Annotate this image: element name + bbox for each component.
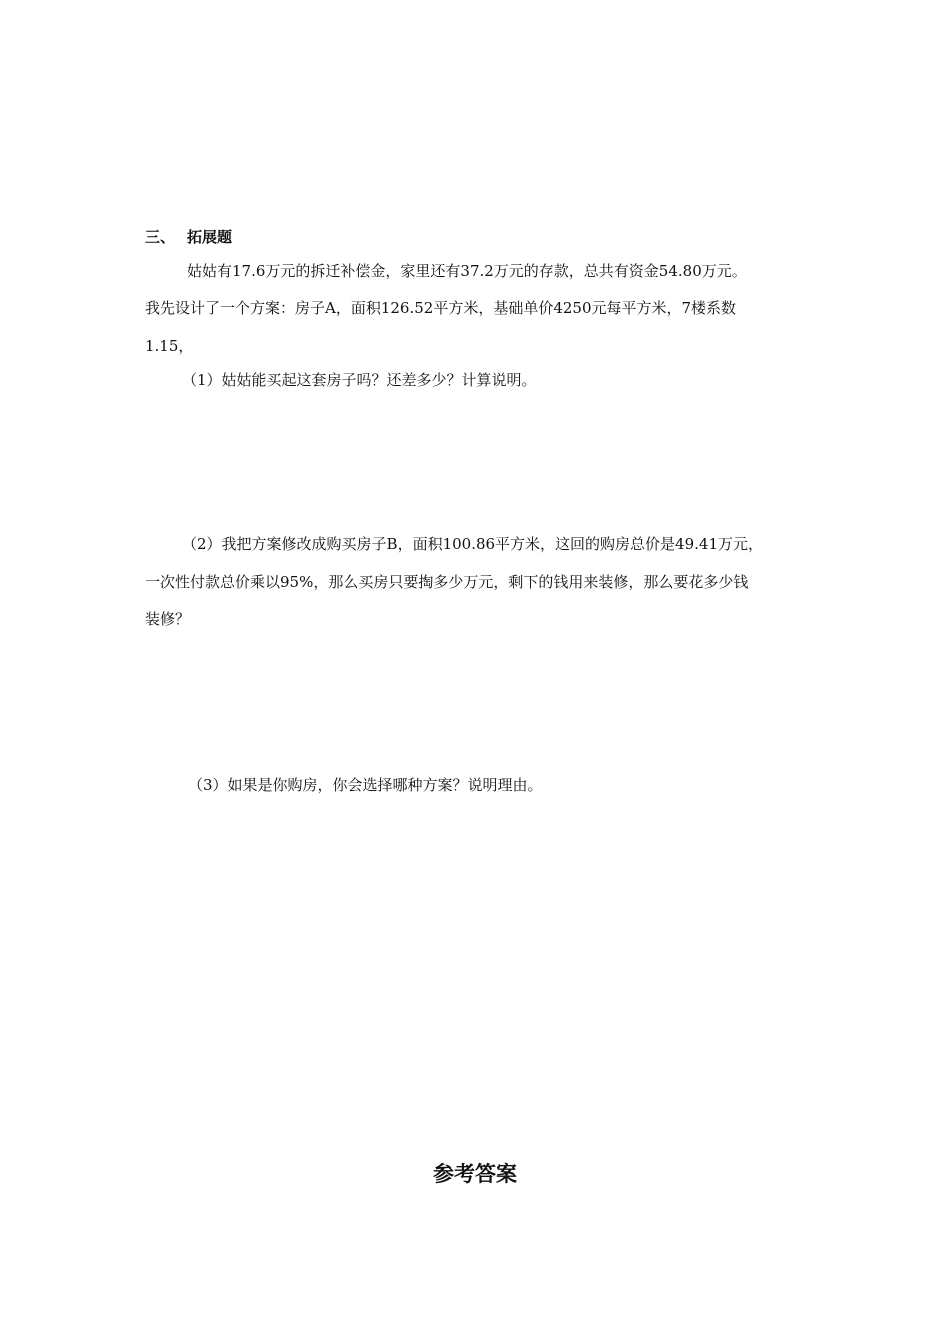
intro-line-1: 姑姑有17.6万元的拆迁补偿金，家里还有37.2万元的存款，总共有资金54.80万元。 (187, 262, 747, 280)
answers-title: 参考答案 (433, 1162, 517, 1186)
section-heading (145, 227, 232, 247)
question-1: （1）姑姑能买起这套房子吗？还差多少？计算说明。 (182, 371, 537, 389)
intro-line-3: 1.15， (145, 337, 194, 355)
section-title: 拓展题 (187, 228, 233, 246)
section-number: 三、 (145, 228, 176, 246)
question-2-line-3: 装修？ (145, 610, 191, 628)
question-2-line-1: （2）我把方案修改成购买房子B，面积100.86平方米，这回的购房总价是49.41万元， (182, 535, 763, 553)
question-3: （3）如果是你购房，你会选择哪种方案？说明理由。 (188, 776, 543, 794)
intro-line-2: 我先设计了一个方案：房子A，面积126.52平方米，基础单价4250元每平方米，7楼系数 (145, 299, 737, 317)
question-2-line-2: 一次性付款总价乘以95%，那么买房只要掏多少万元，剩下的钱用来装修，那么要花多少钱 (145, 573, 749, 591)
